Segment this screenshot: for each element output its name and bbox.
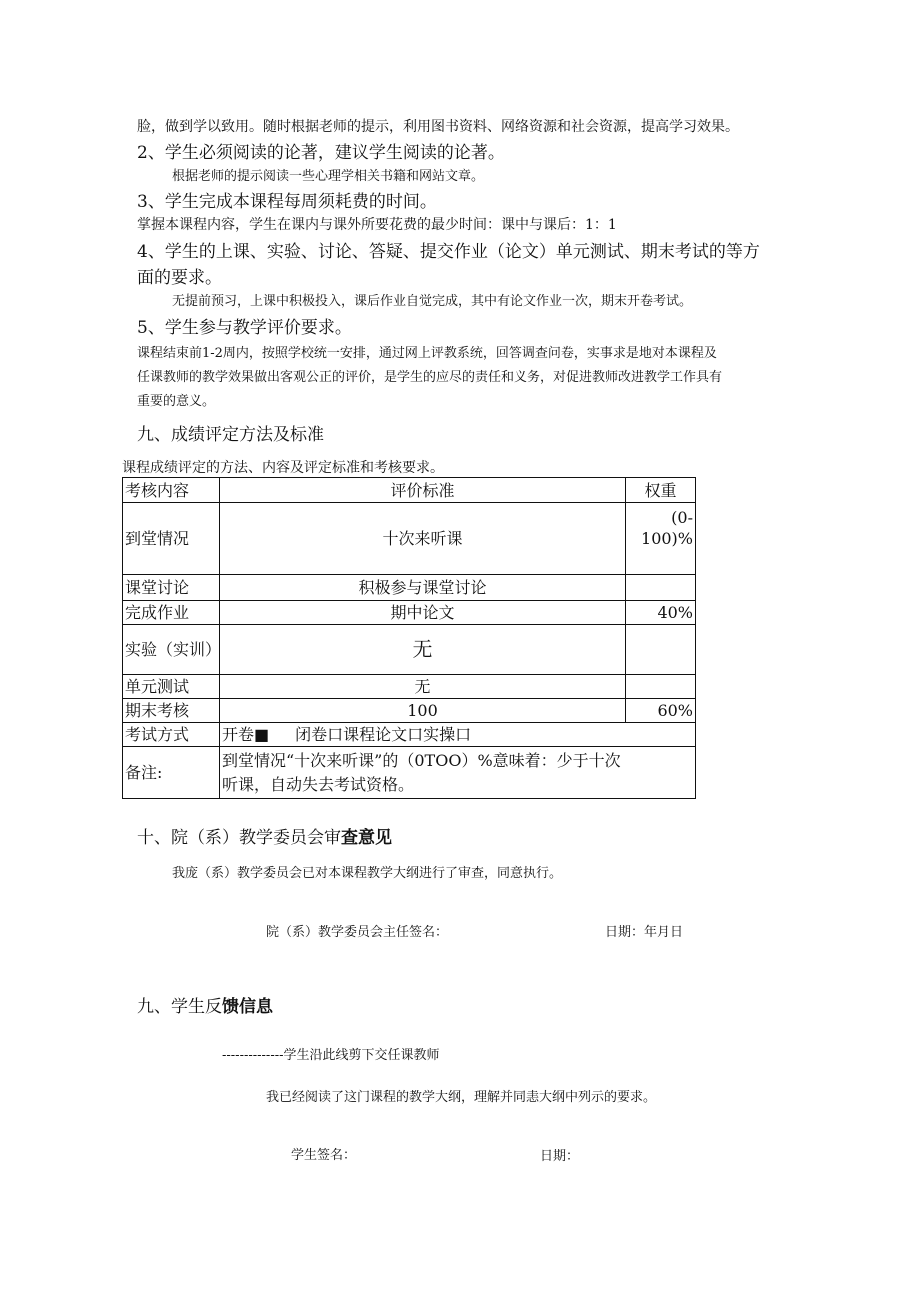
table-header-row: [123, 478, 696, 503]
item5-text-line3: 重要的意义。: [137, 394, 216, 409]
body-text-line: 脸，做到学以致用。随时根据老师的提示，利用图书资料、网络资源和社会资源，提高学习效果。: [137, 119, 739, 135]
section10-text: 我庞（系）教学委员会已对本课程教学大纲进行了审查，同意执行。: [172, 866, 563, 881]
section10-heading: [137, 823, 392, 848]
feedback-heading-part1: 九、学生反: [137, 997, 222, 1017]
row-item: 实验（实训）: [123, 625, 220, 675]
row-standard: 期中论文: [220, 601, 626, 625]
item5-title: 5、学生参与教学评价要求。: [137, 318, 352, 338]
table-row: [123, 699, 696, 723]
row-item: 到堂情况: [123, 503, 220, 575]
row-weight: [626, 503, 696, 575]
item5-text-line2: 任课教师的教学效果做出客观公正的评价，是学生的应尽的责任和义务，对促进教师改进教学工作具有: [137, 370, 723, 385]
item2-text: 根据老师的提示阅读一些心理学相关书籍和网站文章。: [172, 169, 485, 184]
row-standard: 十次来听课: [220, 503, 626, 575]
row-item: 课堂讨论: [123, 575, 220, 601]
note-text: [220, 747, 696, 799]
note-label: 备注:: [123, 747, 220, 799]
row-weight-line2: 100)%: [641, 529, 693, 548]
table-row: [123, 675, 696, 699]
exam-method-value: [220, 723, 696, 747]
student-date-label: 日期：: [540, 1149, 580, 1164]
exam-open-book: 开卷■: [222, 725, 270, 744]
item4-title-line2: 面的要求。: [137, 268, 222, 288]
note-line2: 听课，自动失去考试资格。: [222, 774, 415, 794]
row-item: 完成作业: [123, 601, 220, 625]
item5-text-line1: 课程结束前1-2周内，按照学校统一安排，通过网上评教系统，回答调查问卷，实事求是地对本课程及: [137, 346, 717, 361]
header-cell: 权重: [626, 478, 696, 503]
section9-intro: 课程成绩评定的方法、内容及评定标准和考核要求。: [122, 460, 444, 476]
committee-sign-label: 院（系）教学委员会主任签名：: [266, 925, 449, 940]
exam-other-options: 闭卷口课程论文口实操口: [295, 725, 472, 744]
section10-heading-part2: 查意见: [341, 828, 392, 848]
student-sign-label: 学生签名：: [291, 1148, 357, 1163]
row-item: 单元测试: [123, 675, 220, 699]
table-row: [123, 625, 696, 675]
section10-heading-part1: 十、院（系）教学委员会审: [137, 828, 341, 848]
row-standard: 无: [220, 625, 626, 675]
row-weight: 60%: [626, 699, 696, 723]
row-standard: 100: [220, 699, 626, 723]
row-weight: [626, 575, 696, 601]
row-weight: [626, 675, 696, 699]
item3-title: 3、学生完成本课程每周须耗费的时间。: [137, 192, 437, 212]
exam-method-row: [123, 723, 696, 747]
row-item: 期末考核: [123, 699, 220, 723]
row-weight: [626, 625, 696, 675]
row-weight-line1: (0-: [671, 508, 693, 527]
table-row: [123, 503, 696, 575]
row-weight: 40%: [626, 601, 696, 625]
table-row: [123, 575, 696, 601]
item3-text: 掌握本课程内容，学生在课内与课外所要花费的最少时间：课中与课后：1：1: [137, 217, 617, 233]
note-line1: 到堂情况“十次来听课”的（0TOO）%意味着：少于十次: [222, 750, 621, 770]
header-cell: 考核内容: [123, 478, 220, 503]
item4-text: 无提前预习，上课中积极投入，课后作业自觉完成，其中有论文作业一次，期末开卷考试。: [172, 294, 693, 309]
item2-title: 2、学生必须阅读的论著，建议学生阅读的论著。: [137, 143, 505, 163]
row-standard: 无: [220, 675, 626, 699]
note-row: [123, 747, 696, 799]
table-row: [123, 601, 696, 625]
student-statement: 我已经阅读了这门课程的教学大纲，理解并同恚大纲中列示的要求。: [266, 1090, 657, 1105]
item4-title-line1: 4、学生的上课、实验、讨论、答疑、提交作业（论文）单元测试、期末考试的等方: [137, 242, 760, 262]
grading-table: [122, 477, 696, 799]
exam-method-label: 考试方式: [123, 723, 220, 747]
feedback-heading: [137, 992, 273, 1017]
cut-line-instruction: --------------学生沿此线剪下交任课教师: [222, 1048, 440, 1063]
feedback-heading-part2: 馈信息: [222, 997, 273, 1017]
header-cell: 评价标准: [220, 478, 626, 503]
committee-date-label: 日期：年月日: [605, 925, 684, 940]
row-standard: 积极参与课堂讨论: [220, 575, 626, 601]
section9-heading: 九、成绩评定方法及标准: [137, 425, 324, 445]
